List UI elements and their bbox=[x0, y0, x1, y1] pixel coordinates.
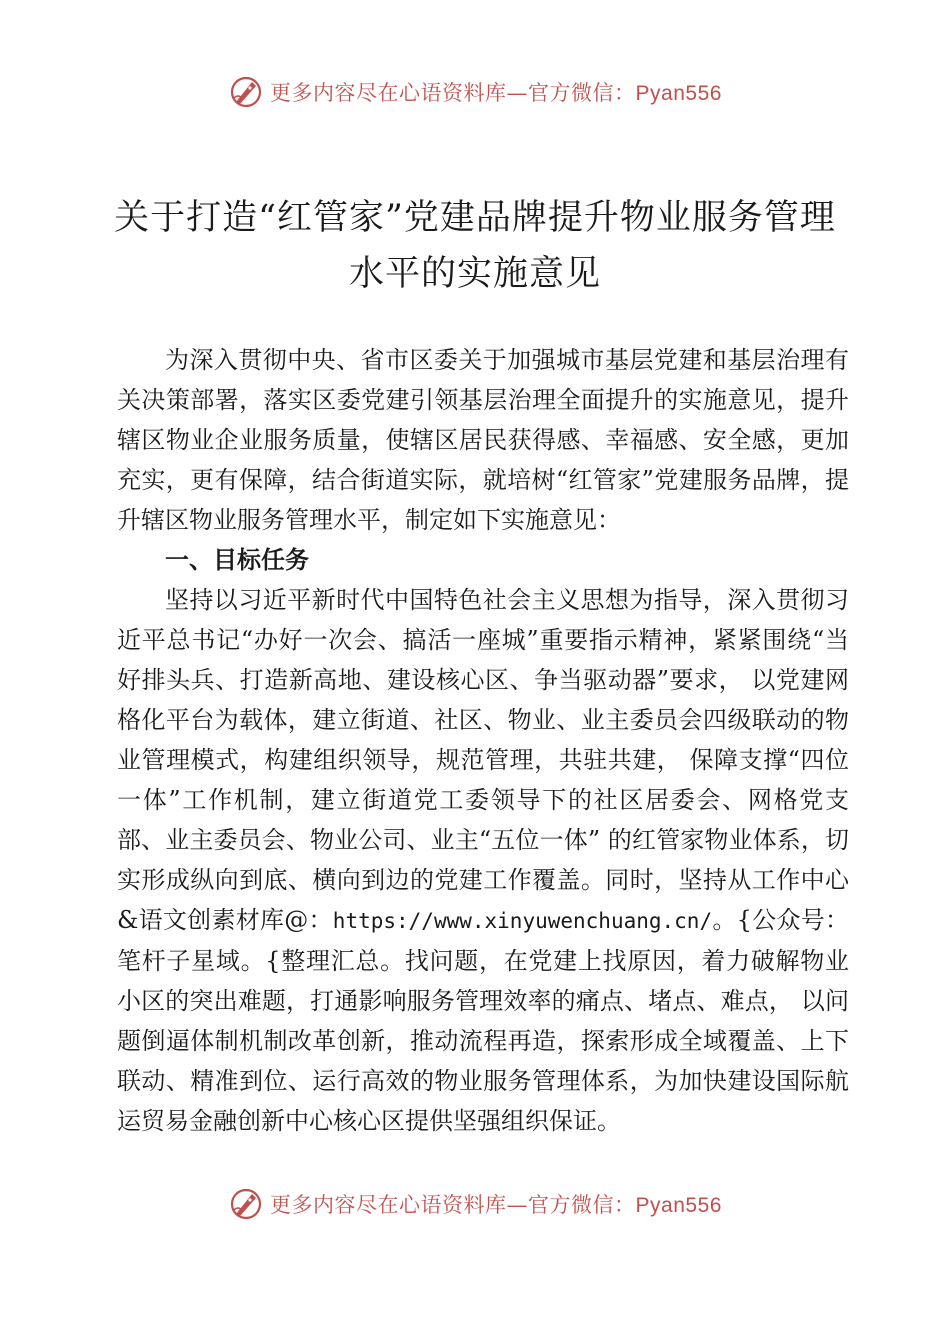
section-heading-1: 一、目标任务 bbox=[165, 546, 309, 574]
watermark-wechat-id: Pyan556 bbox=[635, 82, 722, 105]
watermark-text bbox=[270, 77, 722, 107]
section-1-url: https://www.xinyuwenchuang.cn/ bbox=[332, 909, 713, 933]
section-1-paragraph bbox=[117, 580, 849, 1141]
watermark-banner-top bbox=[0, 70, 950, 114]
document-title: 关于打造“红管家”党建品牌提升物业服务管理水平的实施意见 bbox=[114, 198, 836, 294]
watermark-banner-bottom bbox=[0, 1182, 950, 1226]
watermark-label: 更多内容尽在心语资料库—官方微信： bbox=[270, 81, 636, 105]
watermark-wechat-id: Pyan556 bbox=[635, 1194, 722, 1217]
pen-nib-logo-icon bbox=[228, 74, 264, 110]
watermark-text bbox=[270, 1189, 722, 1219]
intro-paragraph: 为深入贯彻中央、省市区委关于加强城市基层党建和基层治理有关决策部署，落实区委党建引领基层治理全面提升的实施意见，提升辖区物业企业服务质量，使辖区居民获得感、幸福感、安全感，更加充实，更有保障，结合街道实际，就培树“红管家”党建服务品牌，提升辖区物业服务管理水平，制定如下实施意见： bbox=[117, 346, 849, 534]
document-body bbox=[117, 340, 849, 1141]
section-1-text-a: 坚持以习近平新时代中国特色社会主义思想为指导，深入贯彻习近平总书记“办好一次会、搞活一座城”重要指示精神，紧紧围绕“当好排头兵、打造新高地、建设核心区、争当驱动器”要求， 以党建网格化平台为载体，建立街道、社区、物业、业主委员会四级联动的物业管理模式，构建组织领导，规范管理，共驻共建， 保障支撑“四位一体”工作机制，建立街道党工委领导下的社区居委会、网格党支部、业主委员会、物业公司、业主“五位一体” 的红管家物业体系，切实形成纵向到底、横向到边的党建工作覆盖。同时，坚持从工作中心&语文创素材库@： bbox=[117, 586, 849, 934]
pen-nib-logo-icon bbox=[228, 1186, 264, 1222]
section-1-text-b: 。{公众号：笔杆子星域。{整理汇总。找问题，在党建上找原因，着力破解物业小区的突出难题，打通影响服务管理效率的痛点、堵点、难点， 以问题倒逼体制机制改革创新，推动流程再造，探索形成全域覆盖、上下联动、精准到位、运行高效的物业服务管理体系，为加快建设国际航运贸易金融创新中心核心区提供坚强组织保证。 bbox=[117, 906, 849, 1135]
watermark-label: 更多内容尽在心语资料库—官方微信： bbox=[270, 1193, 636, 1217]
